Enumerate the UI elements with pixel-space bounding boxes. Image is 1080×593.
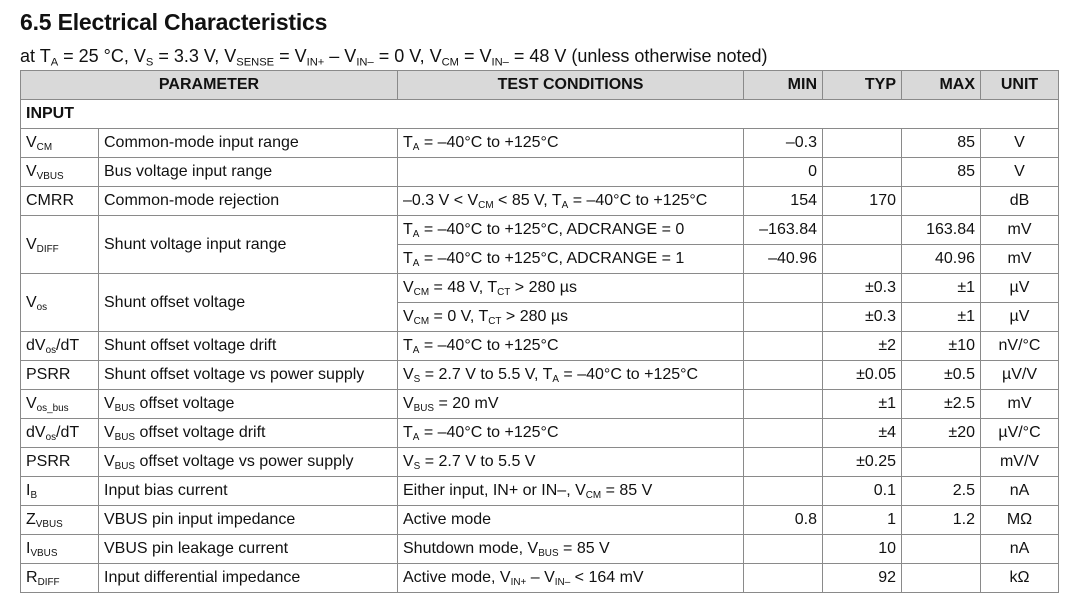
table-row xyxy=(21,332,1059,361)
test-condition xyxy=(398,477,744,506)
subscript-text: os xyxy=(36,301,48,313)
test-condition xyxy=(398,187,744,216)
typ-value: ±0.05 xyxy=(823,361,902,390)
parameter-symbol xyxy=(21,564,99,593)
cell-text: Shunt offset voltage drift xyxy=(104,337,277,354)
cell-text: Either input, IN+ or IN–, V xyxy=(403,482,586,499)
cell-text: –0.3 V < V xyxy=(403,192,479,209)
test-condition xyxy=(398,332,744,361)
parameter-name xyxy=(99,477,398,506)
test-condition xyxy=(398,216,744,245)
cond-subscript: IN+ xyxy=(306,56,325,69)
parameter-name xyxy=(99,361,398,390)
min-value xyxy=(744,274,823,303)
cell-text: CMRR xyxy=(26,192,74,209)
max-value: 2.5 xyxy=(902,477,981,506)
unit-value: dB xyxy=(981,187,1059,216)
test-condition xyxy=(398,419,744,448)
cell-text: = –40°C to +125°C, ADCRANGE = 0 xyxy=(419,221,685,238)
max-value xyxy=(902,564,981,593)
cell-text: Shutdown mode, V xyxy=(403,540,539,557)
test-condition xyxy=(398,245,744,274)
unit-value: nA xyxy=(981,477,1059,506)
parameter-name xyxy=(99,448,398,477)
cell-text: PSRR xyxy=(26,453,71,470)
parameter-name xyxy=(99,129,398,158)
parameter-symbol xyxy=(21,535,99,564)
cond-text: = V xyxy=(274,46,307,66)
subscript-text: A xyxy=(412,258,420,270)
header-max: MAX xyxy=(902,71,981,100)
cell-text: R xyxy=(26,569,38,586)
table-row xyxy=(21,274,1059,303)
min-value: –0.3 xyxy=(744,129,823,158)
min-value: –40.96 xyxy=(744,245,823,274)
cell-text: I xyxy=(26,540,31,557)
cell-text: T xyxy=(403,134,413,151)
cond-text: = 25 °C, V xyxy=(58,46,146,66)
cell-text: Z xyxy=(26,511,36,528)
subscript-text: BUS xyxy=(413,403,435,415)
min-value xyxy=(744,303,823,332)
typ-value: ±4 xyxy=(823,419,902,448)
min-value: 154 xyxy=(744,187,823,216)
cell-text: Common-mode input range xyxy=(104,134,299,151)
cell-text: < 85 V, T xyxy=(493,192,562,209)
header-min: MIN xyxy=(744,71,823,100)
subscript-text: S xyxy=(413,461,421,473)
header-parameter: PARAMETER xyxy=(21,71,398,100)
cond-subscript: IN– xyxy=(491,56,509,69)
cond-text: = 48 V (unless otherwise noted) xyxy=(508,46,768,66)
subscript-text: VBUS xyxy=(35,519,63,531)
cell-text: T xyxy=(403,424,413,441)
min-value xyxy=(744,535,823,564)
table-row xyxy=(21,477,1059,506)
cond-text: = 0 V, V xyxy=(373,46,442,66)
subscript-text: CM xyxy=(413,316,430,328)
min-value xyxy=(744,332,823,361)
test-condition xyxy=(398,361,744,390)
subscript-text: BUS xyxy=(114,432,136,444)
parameter-symbol xyxy=(21,448,99,477)
unit-value: µV/°C xyxy=(981,419,1059,448)
test-condition xyxy=(398,303,744,332)
table-body xyxy=(21,100,1059,593)
typ-value xyxy=(823,216,902,245)
cond-subscript: S xyxy=(145,56,154,69)
table-row xyxy=(21,390,1059,419)
cell-text: > 280 µs xyxy=(501,308,569,325)
parameter-name xyxy=(99,506,398,535)
min-value xyxy=(744,448,823,477)
test-condition xyxy=(398,129,744,158)
unit-value: mV xyxy=(981,216,1059,245)
subscript-text: VBUS xyxy=(30,548,58,560)
subscript-text: A xyxy=(412,432,420,444)
cell-text: T xyxy=(403,337,413,354)
subscript-text: BUS xyxy=(538,548,559,560)
cell-text: = –40°C to +125°C xyxy=(419,337,559,354)
unit-value: nV/°C xyxy=(981,332,1059,361)
unit-value: mV xyxy=(981,245,1059,274)
typ-value: ±0.3 xyxy=(823,303,902,332)
subscript-text: CM xyxy=(413,287,430,299)
subscript-text: IN+ xyxy=(510,577,527,589)
cond-subscript: CM xyxy=(441,56,459,69)
cell-text: PSRR xyxy=(26,366,71,383)
cell-text: V xyxy=(403,308,414,325)
subscript-text: A xyxy=(412,345,420,357)
cell-text: Shunt offset voltage vs power supply xyxy=(104,366,365,383)
max-value: ±0.5 xyxy=(902,361,981,390)
table-row xyxy=(21,506,1059,535)
typ-value: ±1 xyxy=(823,390,902,419)
typ-value: 0.1 xyxy=(823,477,902,506)
cell-text: V xyxy=(26,235,37,253)
max-value xyxy=(902,535,981,564)
cell-text: V xyxy=(403,453,414,470)
subheading-row xyxy=(21,100,1059,129)
cell-text: V xyxy=(26,163,37,180)
cond-text: at T xyxy=(20,46,51,66)
max-value: ±10 xyxy=(902,332,981,361)
table-row xyxy=(21,564,1059,593)
table-row xyxy=(21,419,1059,448)
cell-text: Input bias current xyxy=(104,482,228,499)
cell-text: < 164 mV xyxy=(570,569,644,586)
subscript-text: CT xyxy=(488,316,502,328)
max-value: 1.2 xyxy=(902,506,981,535)
cell-text: V xyxy=(26,395,37,412)
header-test-conditions: TEST CONDITIONS xyxy=(398,71,744,100)
typ-value: 10 xyxy=(823,535,902,564)
max-value: 40.96 xyxy=(902,245,981,274)
cell-text: Active mode xyxy=(403,511,492,528)
min-value: 0 xyxy=(744,158,823,187)
cell-text: Common-mode rejection xyxy=(104,192,280,209)
typ-value xyxy=(823,245,902,274)
subscript-text: BUS xyxy=(114,461,136,473)
cell-text: > 280 µs xyxy=(510,279,577,296)
subscript-text: CM xyxy=(36,142,53,154)
subscript-text: os_bus xyxy=(36,403,69,415)
parameter-name xyxy=(99,390,398,419)
max-value: ±1 xyxy=(902,274,981,303)
table-row xyxy=(21,129,1059,158)
subscript-text: CT xyxy=(497,287,511,299)
parameter-name xyxy=(99,419,398,448)
max-value: 85 xyxy=(902,158,981,187)
max-value xyxy=(902,187,981,216)
max-value: ±2.5 xyxy=(902,390,981,419)
cell-text: V xyxy=(104,453,115,470)
cell-text: Shunt voltage input range xyxy=(104,235,287,253)
test-condition xyxy=(398,274,744,303)
unit-value: mV xyxy=(981,390,1059,419)
subheading-input: INPUT xyxy=(21,100,1059,129)
test-conditions-note xyxy=(20,46,768,67)
cell-text: Bus voltage input range xyxy=(104,163,273,180)
subscript-text: A xyxy=(552,374,559,386)
test-condition xyxy=(398,564,744,593)
cell-text: T xyxy=(403,221,413,238)
electrical-characteristics-table xyxy=(20,70,1059,593)
parameter-name xyxy=(99,535,398,564)
max-value: ±20 xyxy=(902,419,981,448)
cell-text: = 48 V, T xyxy=(429,279,498,296)
cond-subscript: IN– xyxy=(356,56,374,69)
cond-subscript: A xyxy=(50,56,59,69)
cell-text: T xyxy=(403,250,413,267)
header-row xyxy=(21,71,1059,100)
test-condition xyxy=(398,506,744,535)
cell-text: /dT xyxy=(56,337,80,354)
subscript-text: os xyxy=(45,432,57,444)
subscript-text: DIFF xyxy=(37,577,60,589)
subscript-text: VBUS xyxy=(36,171,64,183)
table-row xyxy=(21,448,1059,477)
cell-text: = –40°C to +125°C xyxy=(568,192,708,209)
cell-text: = 85 V xyxy=(601,482,653,499)
typ-value: ±0.3 xyxy=(823,274,902,303)
subscript-text: BUS xyxy=(114,403,136,415)
table-row xyxy=(21,187,1059,216)
cell-text: offset voltage drift xyxy=(135,424,266,441)
cell-text: = 0 V, T xyxy=(429,308,489,325)
header-typ: TYP xyxy=(823,71,902,100)
cell-text: offset voltage xyxy=(135,395,235,412)
cond-text: = V xyxy=(458,46,492,66)
cell-text: Active mode, V xyxy=(403,569,511,586)
subscript-text: os xyxy=(45,345,57,357)
max-value: 163.84 xyxy=(902,216,981,245)
parameter-symbol xyxy=(21,477,99,506)
min-value xyxy=(744,390,823,419)
cell-text: /dT xyxy=(56,424,80,441)
typ-value: 92 xyxy=(823,564,902,593)
parameter-name xyxy=(99,187,398,216)
max-value: 85 xyxy=(902,129,981,158)
cell-text: dV xyxy=(26,337,46,354)
cell-text: V xyxy=(104,395,115,412)
cell-text: = 2.7 V to 5.5 V xyxy=(420,453,536,470)
subscript-text: A xyxy=(561,200,569,212)
parameter-symbol xyxy=(21,361,99,390)
parameter-symbol xyxy=(21,216,99,274)
cell-text: = 20 mV xyxy=(434,395,499,412)
subscript-text: CM xyxy=(585,490,602,502)
cell-text: V xyxy=(26,134,37,151)
max-value: ±1 xyxy=(902,303,981,332)
cell-text: = –40°C to +125°C xyxy=(419,424,559,441)
typ-value: 1 xyxy=(823,506,902,535)
table-row xyxy=(21,216,1059,245)
cell-text: dV xyxy=(26,424,46,441)
cell-text: I xyxy=(26,482,31,499)
parameter-symbol xyxy=(21,332,99,361)
unit-value: mV/V xyxy=(981,448,1059,477)
header-unit: UNIT xyxy=(981,71,1059,100)
cell-text: V xyxy=(403,395,414,412)
unit-value: MΩ xyxy=(981,506,1059,535)
test-condition xyxy=(398,390,744,419)
parameter-symbol xyxy=(21,158,99,187)
cell-text: offset voltage vs power supply xyxy=(135,453,354,470)
min-value xyxy=(744,361,823,390)
subscript-text: CM xyxy=(478,200,494,212)
subscript-text: A xyxy=(412,229,420,241)
parameter-name xyxy=(99,216,398,274)
cell-text: – V xyxy=(526,569,555,586)
test-condition xyxy=(398,448,744,477)
parameter-symbol xyxy=(21,187,99,216)
parameter-name xyxy=(99,274,398,332)
cell-text: Shunt offset voltage xyxy=(104,293,246,311)
cell-text: VBUS pin input impedance xyxy=(104,511,296,528)
typ-value: ±2 xyxy=(823,332,902,361)
subscript-text: A xyxy=(412,142,420,154)
cell-text: V xyxy=(403,366,414,383)
min-value xyxy=(744,564,823,593)
cell-text: = 85 V xyxy=(558,540,610,557)
section-title: 6.5 Electrical Characteristics xyxy=(20,9,328,35)
unit-value: nA xyxy=(981,535,1059,564)
cond-text: – V xyxy=(324,46,357,66)
typ-value: ±0.25 xyxy=(823,448,902,477)
test-condition xyxy=(398,158,744,187)
cell-text: = –40°C to +125°C xyxy=(419,134,559,151)
table-row xyxy=(21,535,1059,564)
cell-text: = 2.7 V to 5.5 V, T xyxy=(420,366,553,383)
parameter-symbol xyxy=(21,419,99,448)
table-row xyxy=(21,361,1059,390)
cell-text: V xyxy=(26,293,37,311)
unit-value: µV xyxy=(981,303,1059,332)
cell-text: V xyxy=(403,279,414,296)
cell-text: = –40°C to +125°C xyxy=(558,366,699,383)
unit-value: µV xyxy=(981,274,1059,303)
cell-text: Input differential impedance xyxy=(104,569,301,586)
subscript-text: IN– xyxy=(554,577,571,589)
parameter-name xyxy=(99,332,398,361)
cell-text: VBUS pin leakage current xyxy=(104,540,289,557)
test-condition xyxy=(398,535,744,564)
unit-value: V xyxy=(981,129,1059,158)
max-value xyxy=(902,448,981,477)
typ-value xyxy=(823,129,902,158)
typ-value: 170 xyxy=(823,187,902,216)
cond-text: = 3.3 V, V xyxy=(153,46,237,66)
min-value xyxy=(744,477,823,506)
table-row xyxy=(21,158,1059,187)
unit-value: kΩ xyxy=(981,564,1059,593)
subscript-text: B xyxy=(30,490,38,502)
parameter-name xyxy=(99,158,398,187)
subscript-text: S xyxy=(413,374,421,386)
subscript-text: DIFF xyxy=(36,243,59,255)
unit-value: µV/V xyxy=(981,361,1059,390)
min-value xyxy=(744,419,823,448)
min-value: –163.84 xyxy=(744,216,823,245)
parameter-symbol xyxy=(21,390,99,419)
cell-text: V xyxy=(104,424,115,441)
parameter-symbol xyxy=(21,274,99,332)
cond-subscript: SENSE xyxy=(236,56,275,69)
cell-text: = –40°C to +125°C, ADCRANGE = 1 xyxy=(419,250,685,267)
unit-value: V xyxy=(981,158,1059,187)
parameter-symbol xyxy=(21,129,99,158)
parameter-symbol xyxy=(21,506,99,535)
parameter-name xyxy=(99,564,398,593)
typ-value xyxy=(823,158,902,187)
min-value: 0.8 xyxy=(744,506,823,535)
